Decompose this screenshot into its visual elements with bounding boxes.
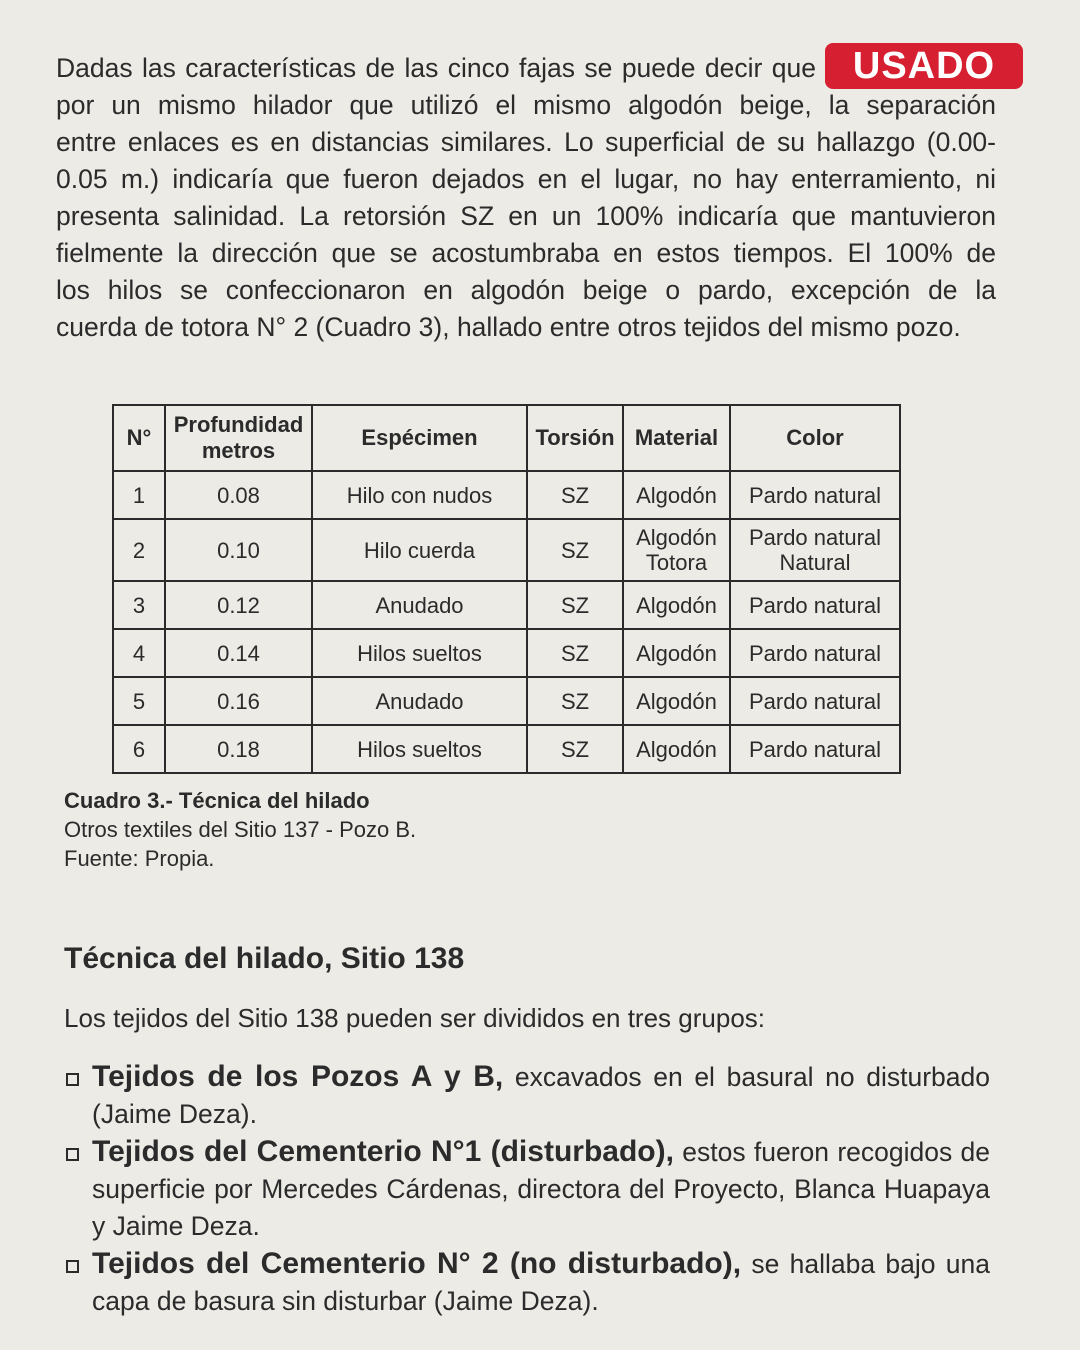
header-material: Material (623, 405, 730, 471)
square-bullet-icon (66, 1260, 79, 1273)
list-item-bold: Tejidos del Cementerio N° 2 (no disturbado), (92, 1247, 742, 1280)
caption-line: Fuente: Propia. (64, 846, 215, 871)
cell-number: 1 (113, 471, 165, 519)
cell-specimen: Hilo cuerda (312, 519, 527, 581)
list-item (64, 1058, 990, 1133)
cell-number: 2 (113, 519, 165, 581)
table-row (113, 471, 900, 519)
header-torsion: Torsión (527, 405, 623, 471)
cell-torsion: SZ (527, 677, 623, 725)
cell-material: Algodón (623, 677, 730, 725)
cell-depth: 0.10 (165, 519, 312, 581)
cell-torsion: SZ (527, 629, 623, 677)
table-header-row (113, 405, 900, 471)
cell-specimen: Anudado (312, 581, 527, 629)
section-lead: Los tejidos del Sitio 138 pueden ser divididos en tres grupos: (64, 1003, 765, 1033)
table-row (113, 519, 900, 581)
cell-color: Pardo natural (730, 471, 900, 519)
intro-line: presenta salinidad. La retorsión SZ en un 100% indicaría que mantuvieron (56, 201, 996, 231)
cell-color: Pardo natural (730, 677, 900, 725)
cell-torsion: SZ (527, 725, 623, 773)
cell-torsion: SZ (527, 581, 623, 629)
cell-color: Pardo natural (730, 581, 900, 629)
list-item-bold: Tejidos de los Pozos A y B, (92, 1060, 504, 1093)
cell-color-line2: Natural (779, 550, 851, 575)
cell-material-line1: Algodón (636, 525, 717, 550)
cell-torsion: SZ (527, 471, 623, 519)
cell-material: Algodón (623, 581, 730, 629)
intro-paragraph (56, 50, 996, 346)
list-item (64, 1133, 990, 1245)
header-depth-line2: metros (201, 438, 276, 463)
list-item (64, 1245, 990, 1320)
square-bullet-icon (66, 1073, 79, 1086)
groups-list (64, 1058, 990, 1320)
header-depth (165, 405, 312, 471)
cell-number: 6 (113, 725, 165, 773)
used-badge: USADO (825, 43, 1023, 89)
cell-color (730, 519, 900, 581)
cell-material: Algodón (623, 725, 730, 773)
cell-color: Pardo natural (730, 725, 900, 773)
cell-color: Pardo natural (730, 629, 900, 677)
cell-torsion: SZ (527, 519, 623, 581)
cell-number: 5 (113, 677, 165, 725)
cell-number: 4 (113, 629, 165, 677)
cell-number: 3 (113, 581, 165, 629)
cell-depth: 0.08 (165, 471, 312, 519)
list-item-text: estos fueron recogidos de superficie por Mercedes Cárdenas, directora del Proyecto, Blanca Huapaya y Jaime Deza. (92, 1137, 990, 1241)
cell-specimen: Anudado (312, 677, 527, 725)
table-caption (64, 786, 416, 873)
intro-line: fielmente la dirección que se acostumbraba en estos tiempos. El 100% de (56, 238, 996, 268)
list-item-bold: Tejidos del Cementerio N°1 (disturbado), (92, 1135, 674, 1168)
cell-material: Algodón (623, 629, 730, 677)
table-row (113, 677, 900, 725)
intro-line: cuerda de totora N° 2 (Cuadro 3), hallado entre otros tejidos del mismo pozo. (56, 312, 961, 342)
intro-line: entre enlaces es en distancias similares. Lo superficial de su hallazgo (0.00- (56, 127, 996, 157)
cell-depth: 0.14 (165, 629, 312, 677)
section-heading: Técnica del hilado, Sitio 138 (64, 942, 465, 975)
cell-specimen: Hilos sueltos (312, 725, 527, 773)
cell-depth: 0.18 (165, 725, 312, 773)
list-item-text: se hallaba bajo una capa de basura sin disturbar (Jaime Deza). (92, 1249, 990, 1316)
header-specimen: Espécimen (312, 405, 527, 471)
cell-material-line2: Totora (645, 550, 708, 575)
cell-specimen: Hilo con nudos (312, 471, 527, 519)
list-item-text: excavados en el basural no disturbado (Jaime Deza). (92, 1062, 990, 1129)
cell-depth: 0.16 (165, 677, 312, 725)
cell-material: Algodón (623, 471, 730, 519)
table-row (113, 581, 900, 629)
intro-line: 0.05 m.) indicaría que fueron dejados en el lugar, no hay enterramiento, ni (56, 164, 996, 194)
spinning-technique-table (112, 404, 901, 774)
cell-material (623, 519, 730, 581)
square-bullet-icon (66, 1148, 79, 1161)
header-color: Color (730, 405, 900, 471)
cell-specimen: Hilos sueltos (312, 629, 527, 677)
table-row (113, 629, 900, 677)
caption-title: Cuadro 3.- Técnica del hilado (64, 788, 370, 813)
cell-depth: 0.12 (165, 581, 312, 629)
cell-color-line1: Pardo natural (748, 525, 882, 550)
caption-line: Otros textiles del Sitio 137 - Pozo B. (64, 817, 417, 842)
intro-line: por un mismo hilador que utilizó el mismo algodón beige, la separación (56, 90, 996, 120)
table-row (113, 725, 900, 773)
intro-line: los hilos se confeccionaron en algodón beige o pardo, excepción de la (56, 275, 996, 305)
header-depth-line1: Profundidad (173, 412, 304, 437)
header-number: N° (113, 405, 165, 471)
intro-line: Dadas las características de las cinco fajas se puede decir que (56, 53, 816, 83)
